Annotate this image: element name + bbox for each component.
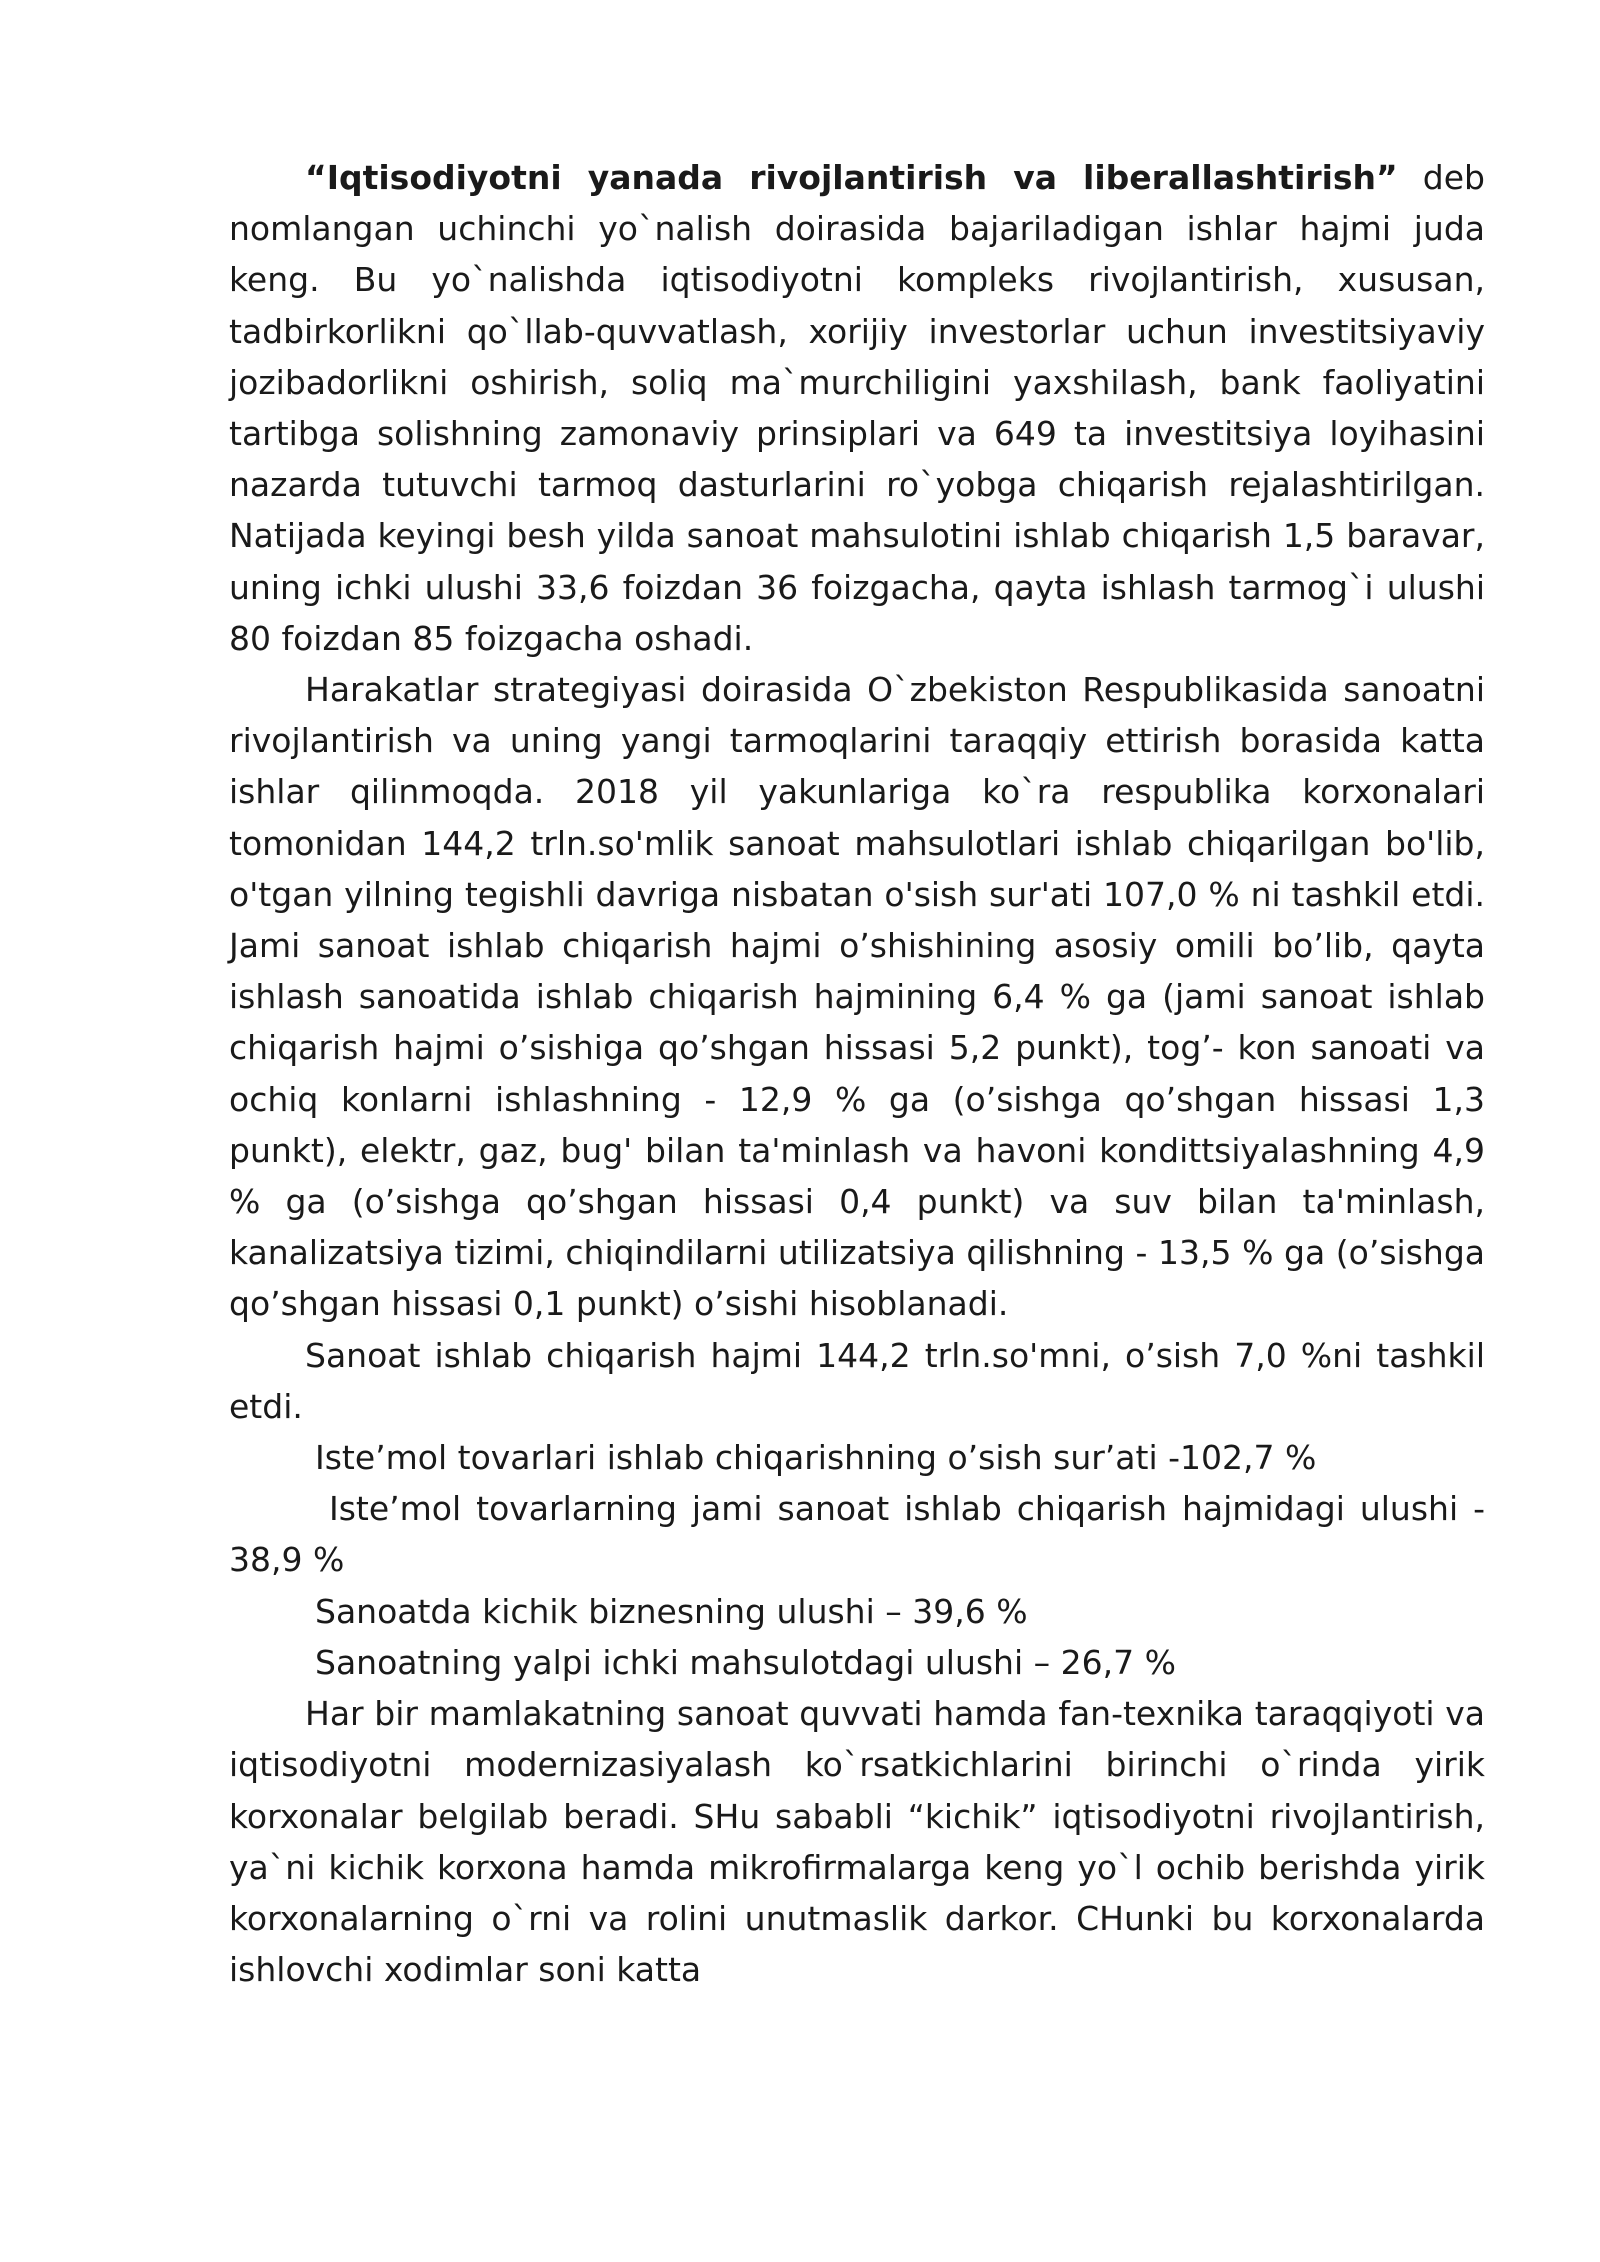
paragraph-3: Sanoat ishlab chiqarish hajmi 144,2 trln.so'mni, o’sish 7,0 %ni tashkil etdi. xyxy=(229,1335,1485,1426)
paragraph-8: Har bir mamlakatning sanoat quvvati hamda fan-texnika taraqqiyoti va iqtisodiyotni modernizasiyalash ko`rsatkichlarini birinchi o`rinda yirik korxonalar belgilab beradi. SHu sababli “kichik” iqtisodiyotni rivojlantirish, ya`ni kichik korxona hamda mikrofirmalarga keng yo`l ochib berishda yirik korxonalarning o`rni va rolini unutmaslik darkor. CHunki bu korxonalarda ishlovchi xodimlar soni katta xyxy=(229,1694,1485,1990)
paragraph-4: Iste’mol tovarlari ishlab chiqarishning o’sish sur’ati -102,7 % xyxy=(315,1438,1317,1478)
paragraph-1-bold-title: “Iqtisodiyotni yanada rivojlantirish va liberallashtirish” xyxy=(305,158,1398,197)
paragraph-6: Sanoatda kichik biznesning ulushi – 39,6 % xyxy=(315,1591,1028,1631)
paragraph-5: Iste’mol tovarlarning jami sanoat ishlab chiqarish hajmidagi ulushi - 38,9 % xyxy=(229,1489,1485,1580)
paragraph-7: Sanoatning yalpi ichki mahsulotdagi ulushi – 26,7 % xyxy=(315,1642,1176,1682)
paragraph-1 xyxy=(229,152,1485,664)
paragraph-2: Harakatlar strategiyasi doirasida O`zbekiston Respublikasida sanoatni rivojlantirish va uning yangi tarmoqlarini taraqqiy ettirish borasida katta ishlar qilinmoqda. 2018 yil yakunlariga ko`ra respublika korxonalari tomonidan 144,2 trln.so'mlik sanoat mahsulotlari ishlab chiqarilgan bo'lib, o'tgan yilning tegishli davriga nisbatan o'sish sur'ati 107,0 % ni tashkil etdi. Jami sanoat ishlab chiqarish hajmi o’shishining asosiy omili bo’lib, qayta ishlash sanoatida ishlab chiqarish hajmining 6,4 % ga (jami sanoat ishlab chiqarish hajmi o’sishiga qo’shgan hissasi 5,2 punkt), tog’- kon sanoati va ochiq konlarni ishlashning - 12,9 % ga (o’sishga qo’shgan hissasi 1,3 punkt), elektr, gaz, bug' bilan ta'minlash va havoni kondittsiyalashning 4,9 % ga (o’sishga qo’shgan hissasi 0,4 punkt) va suv bilan ta'minlash, kanalizatsiya tizimi, chiqindilarni utilizatsiya qilishning - 13,5 % ga (o’sishga qo’shgan hissasi 0,1 punkt) o’sishi hisoblanadi. xyxy=(229,670,1485,1324)
paragraph-1-text: deb nomlangan uchinchi yo`nalish doirasida bajariladigan ishlar hajmi juda keng. Bu yo`nalishda iqtisodiyotni kompleks rivojlantirish, xususan, tadbirkorlikni qo`llab-quvvatlash, xorijiy investorlar uchun investitsiyaviy jozibadorlikni oshirish, soliq ma`murchiligini yaxshilash, bank faoliyatini tartibga solishning zamonaviy prinsiplari va 649 ta investitsiya loyihasini nazarda tutuvchi tarmoq dasturlarini ro`yobga chiqarish rejalashtirilgan. Natijada keyingi besh yilda sanoat mahsulotini ishlab chiqarish 1,5 baravar, uning ichki ulushi 33,6 foizdan 36 foizgacha, qayta ishlash tarmog`i ulushi 80 foizdan 85 foizgacha oshadi. xyxy=(229,158,1485,658)
document-page xyxy=(229,152,1485,1995)
